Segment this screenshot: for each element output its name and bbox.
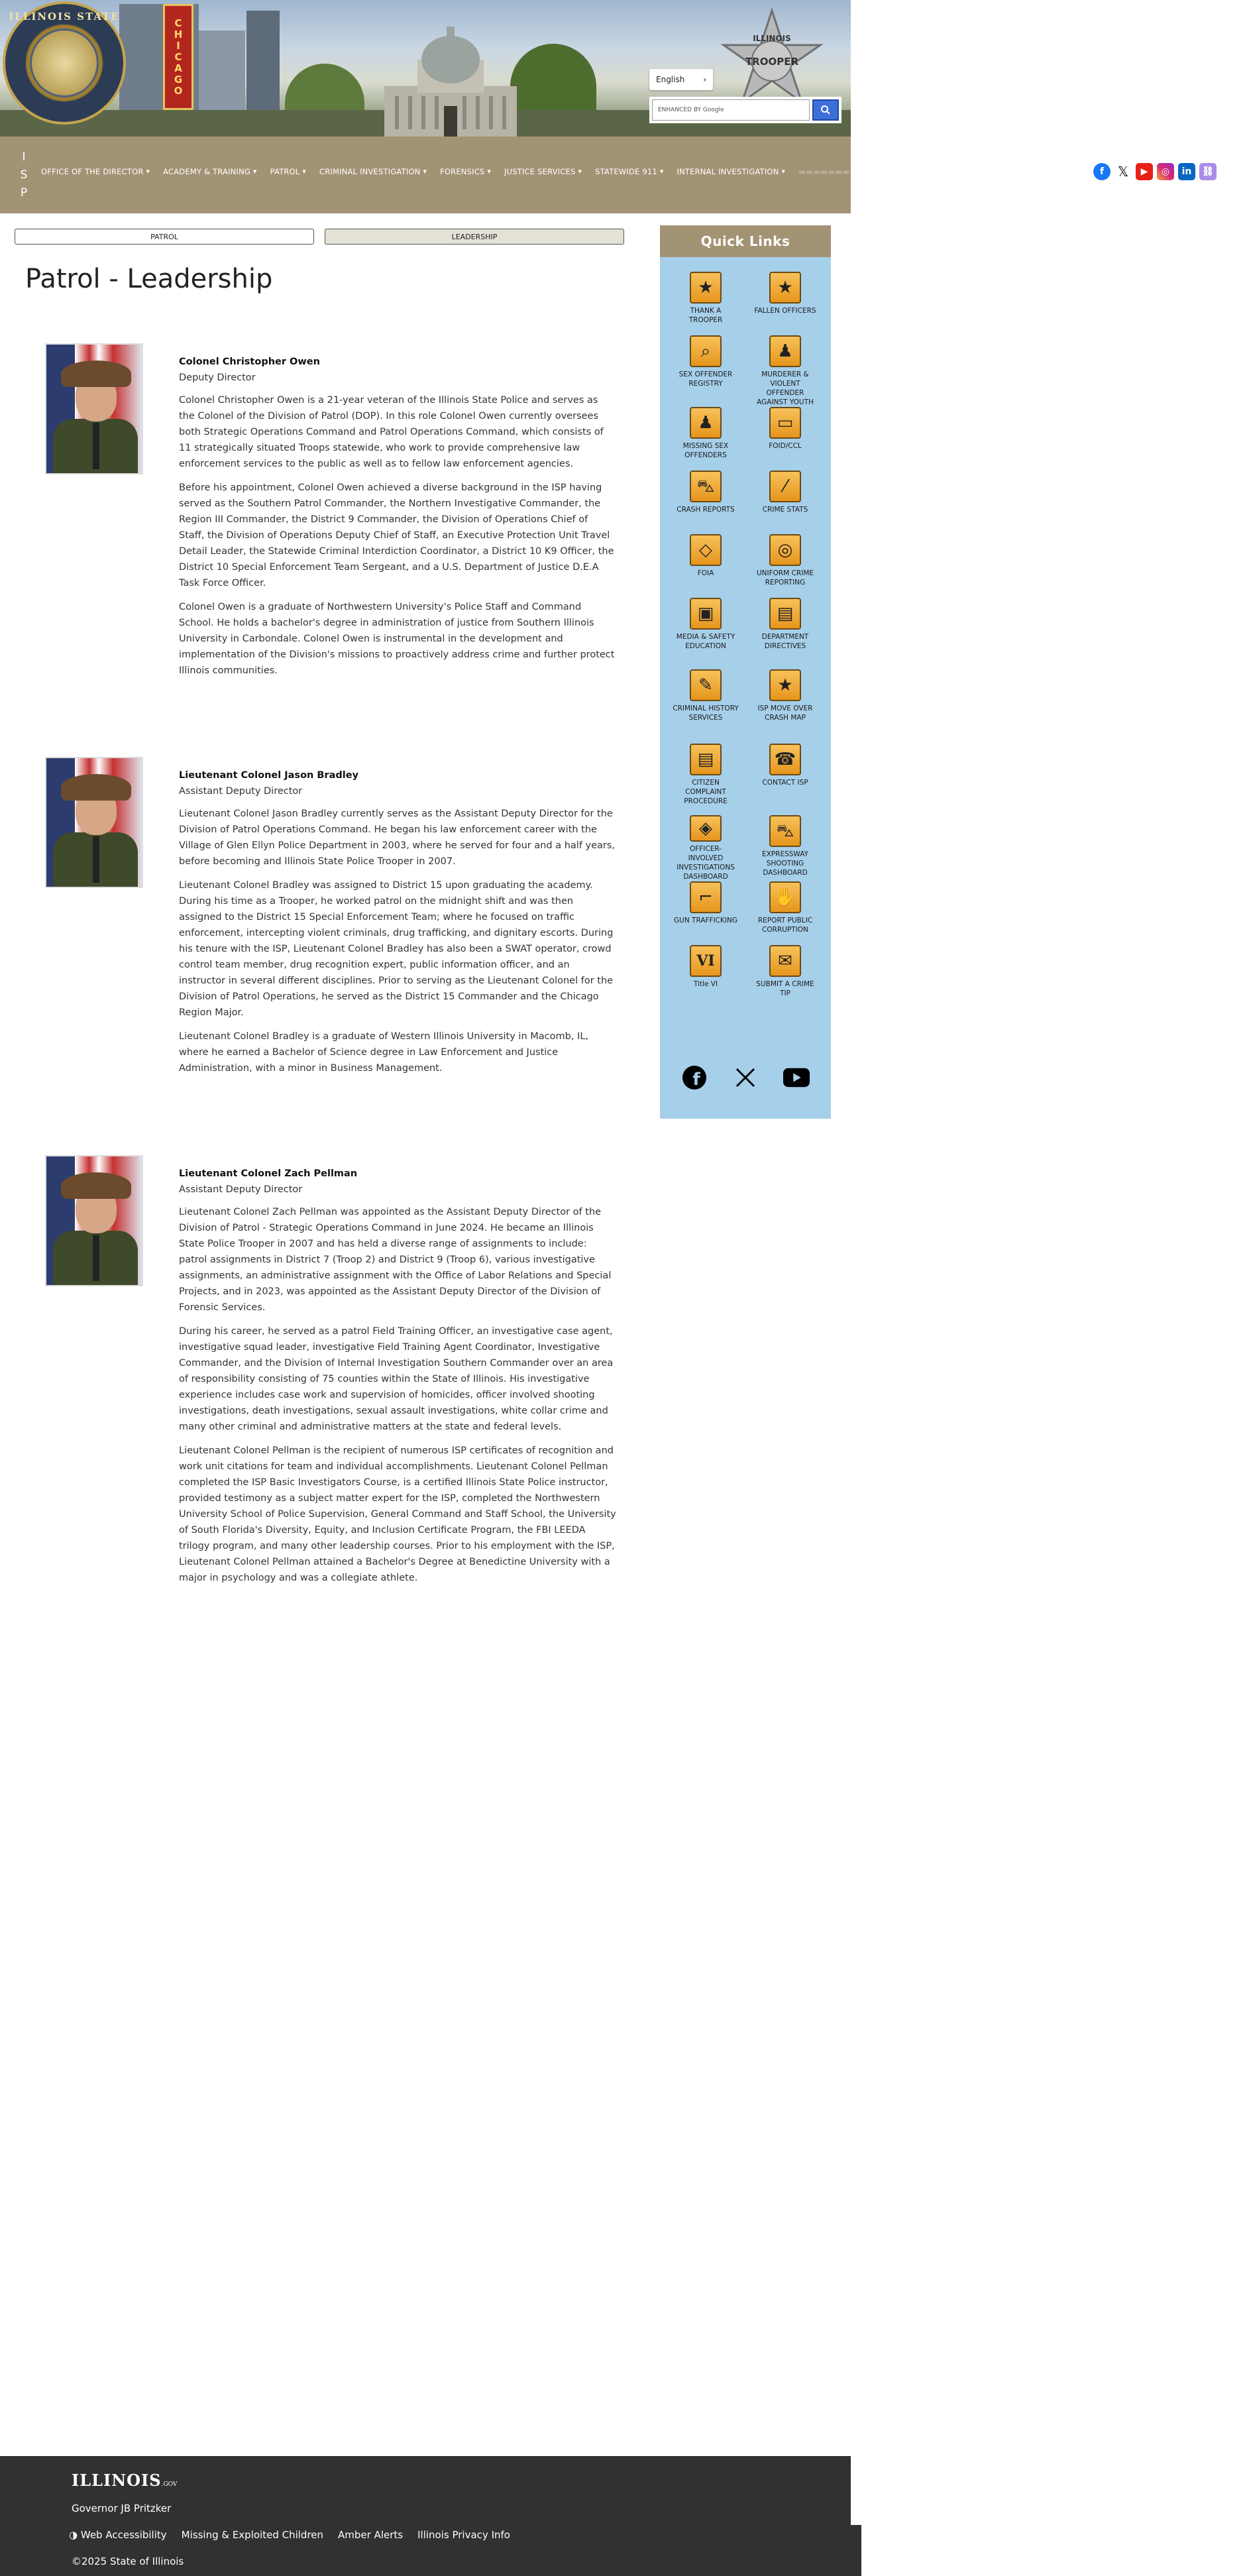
quick-link-label: REPORT PUBLIC CORRUPTION bbox=[757, 917, 813, 934]
nav-menu bbox=[41, 167, 857, 176]
star-badge-icon: ★ bbox=[769, 272, 801, 304]
svg-text:f: f bbox=[692, 1070, 700, 1090]
quick-link-label: CRIMINAL HISTORY SERVICES bbox=[673, 704, 739, 722]
quick-links-panel bbox=[660, 225, 831, 1119]
cd-icon: ◎ bbox=[769, 534, 801, 566]
main-navigation bbox=[0, 137, 857, 213]
star-badge-icon: ★ bbox=[769, 669, 801, 701]
quick-link-item[interactable] bbox=[747, 335, 823, 407]
leader-card bbox=[45, 757, 615, 1128]
nav-item-forensics[interactable]: FORENSICS ▼ bbox=[440, 167, 492, 176]
seal-text: ILLINOIS STATE bbox=[9, 11, 120, 23]
quick-links-grid bbox=[660, 257, 831, 1009]
pencil-icon: ✎ bbox=[690, 669, 722, 701]
leader-name: Lieutenant Colonel Jason Bradley bbox=[179, 770, 359, 781]
svg-text:ILLINOIS: ILLINOIS bbox=[753, 34, 791, 43]
chevron-right-icon: › bbox=[703, 75, 706, 84]
quick-link-label: SEX OFFENDER REGISTRY bbox=[678, 370, 733, 388]
quick-link-item[interactable] bbox=[668, 669, 743, 744]
leader-photo bbox=[45, 1155, 143, 1286]
title-vi-icon: VI bbox=[690, 945, 722, 977]
language-selector[interactable] bbox=[649, 69, 713, 90]
quick-link-item[interactable] bbox=[747, 407, 823, 471]
quick-link-item[interactable] bbox=[668, 471, 743, 534]
facebook-icon[interactable] bbox=[681, 1064, 708, 1091]
quick-link-label: FOIA bbox=[697, 569, 714, 577]
leader-bio-paragraph: Lieutenant Colonel Pellman is the recipient of numerous ISP certificates of recognition and work unit citations for team and individual accomplishments. Lieutenant Colonel Pellman completed the ISP Basic Investigators Course, is a certified Illinois State Police instructor, provided testimony as a subject matter expert for the ISP, completed the Northwestern University School of Police Supervision, General Command and Staff School, the University of South Florida's Diversity, Equity, and Inclusion Certificate Program, the FBI LEEDA trilogy program, and many other leadership courses. Prior to his employment with the ISP, Lieutenant Colonel Pellman attained a Bachelor's Degree at Benedictine University with a major in psychology and was a collegiate athlete. bbox=[179, 1445, 616, 1583]
quick-link-label: EXPRESSWAY SHOOTING DASHBOARD bbox=[761, 850, 808, 877]
quick-link-item[interactable] bbox=[747, 598, 823, 669]
caret-down-icon: ▼ bbox=[781, 169, 786, 174]
camera-icon: ▣ bbox=[690, 598, 722, 630]
people-icon: ♟ bbox=[690, 407, 722, 439]
people-icon: ♟ bbox=[769, 335, 801, 367]
leader-name: Lieutenant Colonel Zach Pellman bbox=[179, 1168, 358, 1179]
quick-link-label: UNIFORM CRIME REPORTING bbox=[756, 569, 814, 587]
quick-link-label: MEDIA & SAFETY EDUCATION bbox=[676, 633, 735, 650]
language-label: English bbox=[656, 75, 685, 84]
svg-text:TROOPER: TROOPER bbox=[745, 56, 799, 68]
search-placeholder: ENHANCED BY Google bbox=[658, 107, 724, 113]
leader-photo bbox=[45, 757, 143, 888]
footer-copyright: ©2025 State of Illinois bbox=[72, 2555, 184, 2567]
leader-card bbox=[45, 1155, 615, 1632]
quick-link-item[interactable] bbox=[747, 744, 823, 815]
quick-link-label: FOID/CCL bbox=[769, 442, 802, 450]
document-icon: ◇ bbox=[690, 534, 722, 566]
capitol-building-image bbox=[371, 13, 530, 137]
leader-bio-paragraph: During his career, he served as a patrol Field Training Officer, an investigative case agent, investigative squad leader, investigative Field Training Agent Coordinator, Investigative Commander, and the Division of Internal Investigation Southern Commander over an area of responsibility consisting of 75 counties within the State of Illinois. His investigative experience includes case work and supervision of homicides, officer involved shooting investigations, death investigations, sexual assault investigations, white collar crime and many other criminal and administrative matters at the state and federal levels. bbox=[179, 1326, 614, 1432]
quick-link-item[interactable] bbox=[668, 534, 743, 598]
leader-role: Deputy Director bbox=[179, 372, 256, 383]
footer-link-missing-children[interactable]: Missing & Exploited Children bbox=[181, 2529, 324, 2541]
quick-link-item[interactable] bbox=[668, 407, 743, 471]
leader-bio-paragraph: Colonel Owen is a graduate of Northwestern University's Police Staff and Command School. He holds a bachelor's degree in administration of justice from Southern Illinois University in Carbondale. Colonel Owen is instrumental in the development and implementation of the Division's missions to proactively address crime and further protect Illinois communities. bbox=[179, 602, 615, 676]
nav-item-patrol[interactable]: PATROL ▼ bbox=[270, 167, 307, 176]
x-icon[interactable] bbox=[732, 1064, 759, 1091]
handshake-icon: ✋ bbox=[769, 881, 801, 913]
clipboard-icon: ▤ bbox=[690, 744, 722, 775]
quick-link-item[interactable] bbox=[747, 272, 823, 335]
quick-link-label: MISSING SEX OFFENDERS bbox=[682, 442, 729, 459]
caret-down-icon: ▼ bbox=[578, 169, 582, 174]
caret-down-icon: ▼ bbox=[487, 169, 492, 174]
car-icon: ⛍ bbox=[690, 471, 722, 502]
illinois-gov-logo[interactable]: ILLINOIS.GOV bbox=[72, 2471, 178, 2490]
instagram-icon[interactable]: ◎ bbox=[1157, 163, 1174, 180]
quick-link-label: CONTACT ISP bbox=[762, 779, 808, 787]
search-icon bbox=[820, 105, 831, 115]
caret-down-icon: ▼ bbox=[302, 169, 307, 174]
quick-link-label: GUN TRAFFICKING bbox=[674, 917, 737, 924]
quick-links-title: Quick Links bbox=[660, 225, 831, 257]
magnifier-icon: ⌕ bbox=[690, 335, 722, 367]
leader-bio-paragraph: Colonel Christopher Owen is a 21-year veteran of the Illinois State Police and serves as the Colonel of the Division of Patrol (DOP). In this role Colonel Owen currently oversees both Strategic Operations Command and Patrol Operations Command, which consists of 11 strategically situated Troops statewide, who work to provide comprehensive law enforcement services to the public as well as to fellow law enforcement agencies. bbox=[179, 395, 604, 469]
quick-link-item[interactable] bbox=[747, 669, 823, 744]
nav-item-criminal-investigation[interactable]: CRIMINAL INVESTIGATION ▼ bbox=[319, 167, 427, 176]
link-icon[interactable]: ⛓ bbox=[1199, 163, 1217, 180]
quick-link-item[interactable] bbox=[747, 534, 823, 598]
card-icon: ▭ bbox=[769, 407, 801, 439]
youtube-icon[interactable] bbox=[783, 1064, 810, 1091]
quick-link-item[interactable] bbox=[668, 815, 743, 881]
leader-role: Assistant Deputy Director bbox=[179, 786, 303, 797]
book-icon: ▤ bbox=[769, 598, 801, 630]
speech-bubble-icon: ✉ bbox=[769, 945, 801, 977]
tab-patrol[interactable]: PATROL bbox=[15, 229, 314, 245]
dashboard-icon: ◈ bbox=[690, 815, 722, 842]
quick-link-label: CRIME STATS bbox=[762, 506, 808, 514]
quick-link-item[interactable] bbox=[747, 471, 823, 534]
quick-link-label: OFFICER-INVOLVED INVESTIGATIONS DASHBOARD bbox=[677, 845, 735, 881]
leader-card bbox=[45, 343, 615, 754]
footer-link-amber-alerts[interactable]: Amber Alerts bbox=[338, 2529, 404, 2541]
quick-link-item[interactable] bbox=[668, 881, 743, 945]
footer-link-privacy[interactable]: Illinois Privacy Info bbox=[417, 2529, 510, 2541]
linkedin-icon[interactable]: in bbox=[1178, 163, 1195, 180]
star-badge-icon: ★ bbox=[690, 272, 722, 304]
leader-bio-paragraph: Lieutenant Colonel Bradley is a graduate of Western Illinois University in Macomb, IL, where he earned a Bachelor of Science degree in Law Enforcement and Justice Administration, with a minor in Business Management. bbox=[179, 1031, 589, 1074]
quick-link-item[interactable] bbox=[747, 815, 823, 881]
footer-link-web-accessibility[interactable]: ◑ Web Accessibility bbox=[69, 2529, 167, 2541]
quick-link-item[interactable] bbox=[668, 598, 743, 669]
search-input[interactable] bbox=[652, 99, 810, 121]
quick-link-label: FALLEN OFFICERS bbox=[754, 307, 816, 315]
leader-bio-paragraph: Before his appointment, Colonel Owen achieved a diverse background in the ISP having served as the Southern Patrol Commander, the Northern Investigative Commander, the Region III Commander, the District 9 Commander, the Division of Operations Chief of Staff, the Division of Operations Deputy Chief of Staff, an Executive Protection Unit Travel Detail Leader, the Statewide Criminal Interdiction Coordinator, a District 10 K9 Officer, the District 10 Special Enforcement Team Sergeant, and a U.S. Department of Justice D.E.A Task Force Officer. bbox=[179, 482, 614, 588]
caret-down-icon: ▼ bbox=[659, 169, 664, 174]
quick-link-item[interactable] bbox=[747, 945, 823, 1009]
leader-name: Colonel Christopher Owen bbox=[179, 357, 320, 367]
section-tabs bbox=[15, 229, 624, 245]
leader-bio-paragraph: Lieutenant Colonel Bradley was assigned to District 15 upon graduating the academy. During his time as a Trooper, he worked patrol on the midnight shift and was then assigned to the District 15 Special Enforcement Team; where he focused on traffic enforcement, intercepting violent criminals, drug trafficking, and dignitary escorts. During his tenure with the ISP, Lieutenant Colonel Bradley has also been a SWAT operator, crowd control team member, drug recognition expert, public information officer, and an instructor in several different disciplines. Prior to serving as the Lieutenant Colonel for the Division of Patrol Operations, he served as the District 15 Commander and the Chicago Region Major. bbox=[179, 880, 614, 1018]
leader-photo bbox=[45, 343, 143, 475]
quick-link-label: CRASH REPORTS bbox=[677, 506, 735, 514]
leader-role: Assistant Deputy Director bbox=[179, 1184, 303, 1195]
footer-links bbox=[69, 2529, 510, 2541]
caret-down-icon: ▼ bbox=[252, 169, 257, 174]
nav-item-statewide-911[interactable]: STATEWIDE 911 ▼ bbox=[595, 167, 664, 176]
facebook-icon[interactable]: f bbox=[1093, 163, 1111, 180]
youtube-icon[interactable]: ▶ bbox=[1136, 163, 1153, 180]
illinois-seal-logo bbox=[3, 1, 126, 125]
contrast-icon: ◑ bbox=[69, 2529, 78, 2541]
quick-link-label: THANK A TROOPER bbox=[688, 307, 723, 324]
site-search bbox=[649, 97, 841, 123]
gun-icon: ⌐ bbox=[690, 881, 722, 913]
quick-link-item[interactable] bbox=[668, 272, 743, 335]
chicago-theatre-sign: C H I C A G O bbox=[163, 4, 193, 110]
caret-down-icon: ▼ bbox=[146, 169, 150, 174]
phone-icon: ☎ bbox=[769, 744, 801, 775]
isp-logo[interactable]: I S P bbox=[20, 150, 28, 199]
search-button[interactable] bbox=[812, 99, 839, 121]
x-icon[interactable]: 𝕏 bbox=[1114, 163, 1132, 180]
tab-leadership[interactable]: LEADERSHIP bbox=[325, 229, 624, 245]
quick-link-item[interactable] bbox=[668, 744, 743, 815]
quick-link-label: Title VI bbox=[693, 980, 718, 988]
quick-links-social bbox=[660, 1064, 831, 1091]
leader-bio-paragraph: Lieutenant Colonel Zach Pellman was appointed as the Assistant Deputy Director of the Division of Patrol - Strategic Operations Command in June 2024. He became an Illinois State Police Trooper in 2007 and has held a diverse range of assignments to include: patrol assignments in District 7 (Troop 2) and District 9 (Troop 6), various investigative assignments, an administrative assignment with the Office of Labor Relations and Special Projects, and in 2023, was appointed as the Assistant Deputy Director of the Division of Forensic Services. bbox=[179, 1207, 612, 1313]
nav-item-academy-training[interactable]: ACADEMY & TRAINING ▼ bbox=[163, 167, 257, 176]
nav-item-overflow: ▬▬▬▬▬▬▬▬ bbox=[798, 167, 857, 176]
quick-link-label: DEPARTMENT DIRECTIVES bbox=[761, 633, 809, 650]
social-links bbox=[1093, 163, 1217, 180]
quick-link-label: ISP MOVE OVER CRASH MAP bbox=[757, 704, 813, 722]
quick-link-item[interactable] bbox=[668, 945, 743, 1009]
quick-link-item[interactable] bbox=[747, 881, 823, 945]
nav-item-office-of-the-director[interactable]: OFFICE OF THE DIRECTOR ▼ bbox=[41, 167, 150, 176]
chart-icon: ⁄ bbox=[769, 471, 801, 502]
caret-down-icon: ▼ bbox=[423, 169, 427, 174]
quick-link-item[interactable] bbox=[668, 335, 743, 407]
nav-item-internal-investigation[interactable]: INTERNAL INVESTIGATION ▼ bbox=[677, 167, 786, 176]
page-title: Patrol - Leadership bbox=[25, 264, 273, 294]
header-banner bbox=[0, 0, 851, 137]
quick-link-label: SUBMIT A CRIME TIP bbox=[756, 980, 814, 997]
footer-governor: Governor JB Pritzker bbox=[72, 2502, 172, 2514]
nav-item-justice-services[interactable]: JUSTICE SERVICES ▼ bbox=[504, 167, 582, 176]
car-icon: ⛍ bbox=[769, 815, 801, 847]
leader-bio-paragraph: Lieutenant Colonel Jason Bradley currently serves as the Assistant Deputy Director for the Division of Patrol Operations Command. He began his law enforcement career with the Village of Glen Ellyn Police Department in 2003, where he served for four and a half years, before becoming and Illinois State Police Trooper in 2007. bbox=[179, 809, 616, 867]
quick-link-label: CITIZEN COMPLAINT PROCEDURE bbox=[684, 779, 728, 805]
quick-link-label: MURDERER & VIOLENT OFFENDER AGAINST YOUTH bbox=[757, 370, 814, 406]
